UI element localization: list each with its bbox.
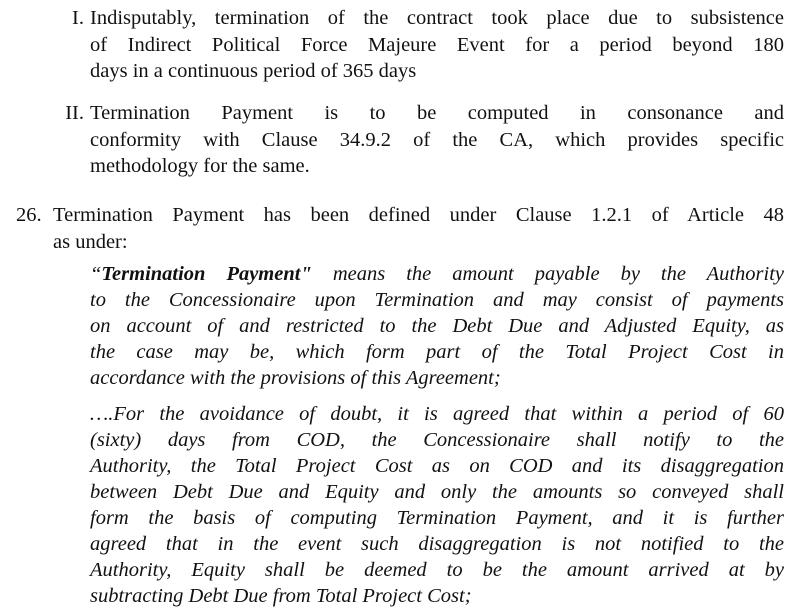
list-item-i bbox=[72, 5, 784, 85]
open-quote: “ bbox=[90, 263, 102, 285]
text-line: subtracting Debt Due from Total Project Cost; bbox=[90, 585, 472, 607]
avoidance-of-doubt-quote bbox=[90, 401, 784, 609]
list-marker-wrap bbox=[40, 100, 84, 127]
text-line: on account of and restricted to the Debt Due and Adjusted Equity, as bbox=[90, 315, 784, 337]
text-line bbox=[90, 261, 784, 287]
text-line: between Debt Due and Equity and only the amounts so conveyed shall bbox=[90, 481, 784, 503]
text-line: days in a continuous period of 365 days bbox=[90, 60, 417, 82]
definition-quote bbox=[90, 261, 784, 391]
definition-text: means the amount payable by the Authority bbox=[311, 263, 784, 285]
text-line: accordance with the provisions of this Agreement; bbox=[90, 367, 501, 389]
text-line: methodology for the same. bbox=[90, 155, 310, 177]
list-marker: II. bbox=[65, 102, 84, 124]
text-line: ….For the avoidance of doubt, it is agreed that within a period of 60 bbox=[90, 403, 784, 425]
text-line: agreed that in the event such disaggregation is not notified to the bbox=[90, 533, 784, 555]
text-line: conformity with Clause 34.9.2 of the CA, which provides specific bbox=[90, 128, 784, 151]
list-item-ii bbox=[65, 100, 784, 180]
text-line: Termination Payment is to be computed in consonance and bbox=[90, 102, 784, 124]
text-line: form the basis of computing Termination Payment, and it is further bbox=[90, 507, 784, 529]
text-line: (sixty) days from COD, the Concessionaire shall notify to the bbox=[90, 429, 784, 451]
paragraph-number: 26. bbox=[16, 204, 42, 226]
text-line: Authority, the Total Project Cost as on COD and its disaggregation bbox=[90, 455, 784, 477]
text-line: to the Concessionaire upon Termination and may consist of payments bbox=[90, 289, 784, 311]
defined-term: Termination Payment" bbox=[101, 263, 312, 285]
text-line: Termination Payment has been defined under Clause 1.2.1 of Article 48 bbox=[53, 204, 784, 226]
list-marker-wrap bbox=[40, 5, 84, 32]
text-line: of Indirect Political Force Majeure Event for a period beyond 180 bbox=[90, 33, 784, 56]
list-marker: I. bbox=[72, 7, 84, 29]
text-line: Indisputably, termination of the contract took place due to subsistence bbox=[90, 7, 784, 29]
paragraph-body bbox=[53, 202, 784, 255]
text-line: Authority, Equity shall be deemed to be the amount arrived at by bbox=[90, 559, 784, 581]
text-line: as under: bbox=[53, 230, 128, 253]
text-line: the case may be, which form part of the Total Project Cost in bbox=[90, 341, 784, 363]
